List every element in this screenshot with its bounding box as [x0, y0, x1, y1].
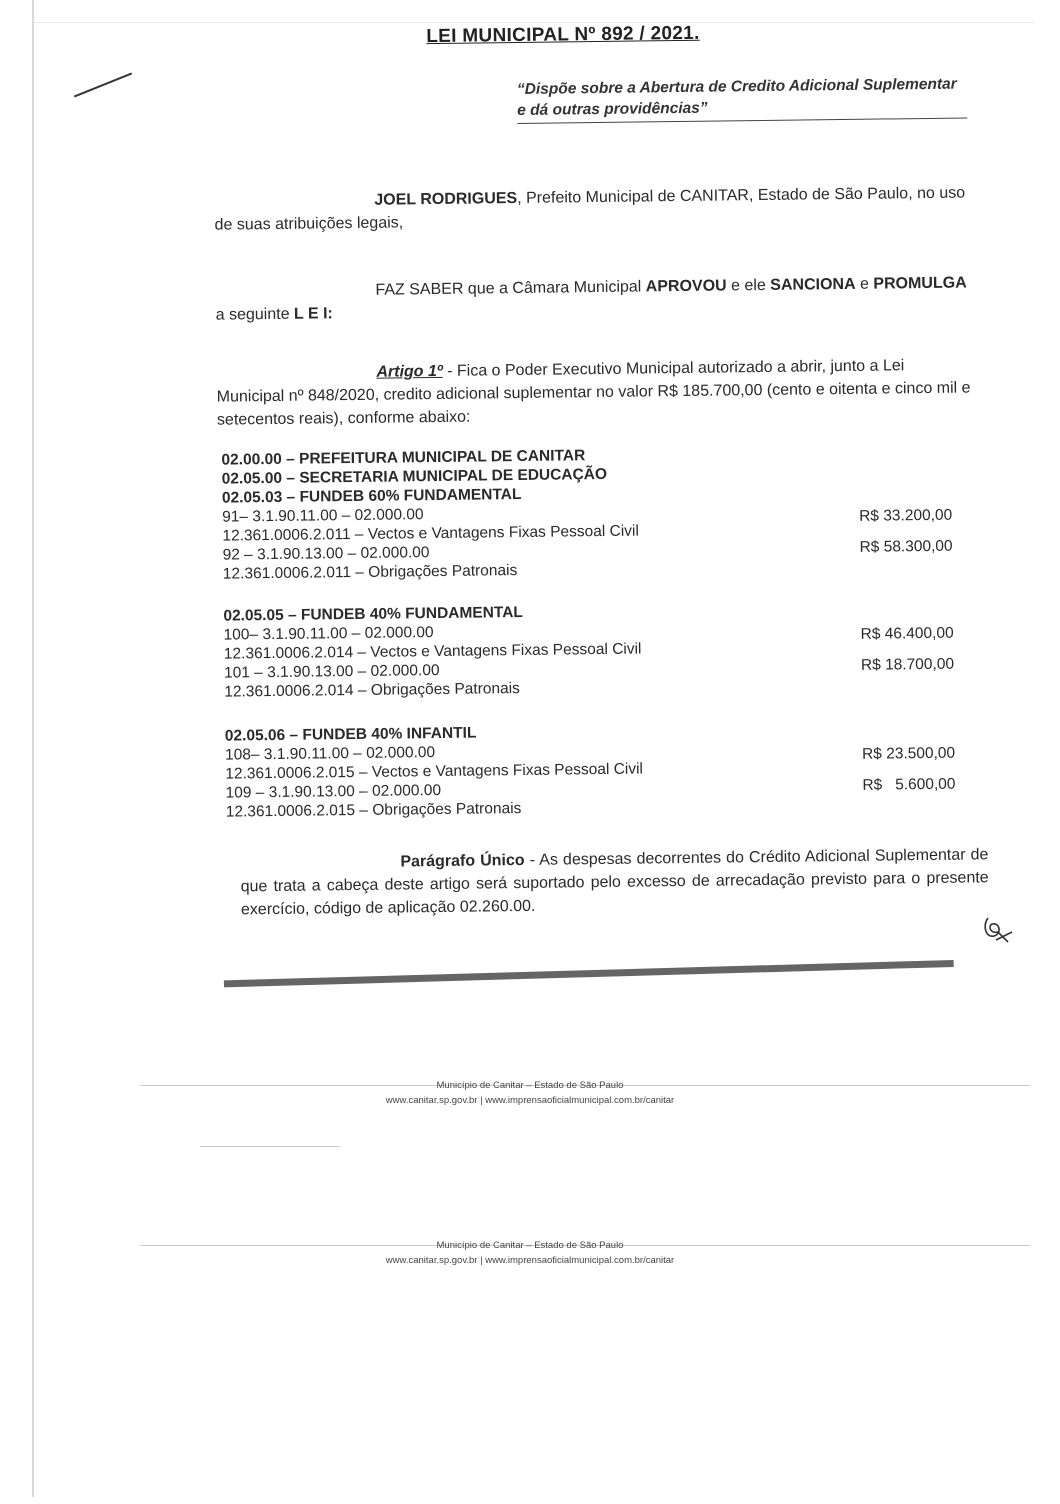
fund-heading: 02.05.03 – FUNDEB 60% FUNDAMENTAL [221, 485, 522, 507]
budget-amount: R$ 18.700,00 [860, 655, 955, 674]
enactment-text-1: FAZ SABER que a Câmara Municipal [375, 278, 646, 299]
paragrafo-unico-text: - As despesas decorrentes do Crédito Adicional Suplementar de que trata a cabeça deste artigo será suportado pelo excesso de arrecadação previsto para o presente exercício, código de aplicação 02.260.00. [240, 846, 989, 919]
budget-line-code: 108– 3.1.90.11.00 – 02.000.00 [224, 744, 436, 764]
budget-line-desc: 12.361.0006.2.014 – Obrigações Patronais [224, 679, 520, 701]
budget-line-desc: 12.361.0006.2.011 – Vectos e Vantagens Fixas Pessoal Civil [222, 522, 639, 545]
budget-line-code: 91– 3.1.90.11.00 – 02.000.00 [222, 506, 424, 526]
budget-line-desc: 12.361.0006.2.015 – Obrigações Patronais [225, 799, 522, 821]
enactment-sanctions: SANCIONA [770, 275, 856, 294]
enactment-promulgates: PROMULGA [873, 274, 967, 293]
budget-line-code: 92 – 3.1.90.13.00 – 02.000.00 [222, 544, 430, 564]
law-title: LEI MUNICIPAL Nº 892 / 2021. [426, 22, 700, 48]
handwritten-initials-signature-icon [980, 912, 1016, 948]
footer-1 [0, 1078, 1060, 1108]
budget-line-code: 109 – 3.1.90.13.00 – 02.000.00 [225, 781, 442, 802]
footer-2 [0, 1238, 1060, 1268]
budget-line-desc: 12.361.0006.2.011 – Obrigações Patronais [222, 562, 518, 583]
org-heading: 02.00.00 – PREFEITURA MUNICIPAL DE CANITAR [221, 447, 586, 469]
enactment-approved: APROVOU [645, 277, 727, 296]
budget-line-desc: 12.361.0006.2.015 – Vectos e Vantagens Fixas Pessoal Civil [225, 760, 644, 783]
footer-1-links: www.canitar.sp.gov.br | www.imprensaoficialmunicipal.com.br/canitar [385, 1095, 675, 1106]
budget-amount: R$ 46.400,00 [860, 624, 954, 643]
budget-amount: R$ 23.500,00 [861, 744, 956, 763]
budget-line-code: 100– 3.1.90.11.00 – 02.000.00 [223, 624, 434, 644]
mayor-name: JOEL RODRIGUES [374, 189, 518, 209]
article-1-paragraph [216, 353, 971, 431]
article-1-label: Artigo 1º [376, 362, 443, 381]
preamble-paragraph [214, 181, 969, 236]
budget-block-2 [223, 598, 964, 702]
enactment-text-3: e [855, 275, 874, 293]
closing-rule [224, 960, 954, 987]
law-ementa: “Dispõe sobre a Abertura de Credito Adicional Suplementar e dá outras providências” [517, 73, 968, 123]
enactment-lei: L E I: [293, 305, 333, 323]
budget-amount: R$ 33.200,00 [859, 506, 953, 525]
article-1-text: - Fica o Poder Executivo Municipal autorizado a abrir, junto a Lei Municipal nº 848/2020, credito adicional suplementar no valor R$ 185.700,00 (cento e oitenta e cinco mil e setecentos reais), conforme abaixo: [216, 357, 971, 429]
footer-rule-short [200, 1146, 340, 1147]
footer-1-municipality: Município de Canitar – Estado de São Paulo [436, 1080, 624, 1091]
budget-line-code: 101 – 3.1.90.13.00 – 02.000.00 [223, 661, 440, 682]
budget-amount: R$ 58.300,00 [859, 537, 953, 556]
budget-block-3 [225, 718, 966, 822]
enactment-text-2: e ele [726, 276, 771, 295]
budget-amount: R$ 5.600,00 [862, 775, 956, 794]
fund-heading: 02.05.05 – FUNDEB 40% FUNDAMENTAL [223, 603, 523, 625]
preamble-text: , Prefeito Municipal de CANITAR, Estado de São Paulo, no uso de suas atribuições legais, [214, 184, 966, 234]
footer-2-links: www.canitar.sp.gov.br | www.imprensaoficialmunicipal.com.br/canitar [385, 1255, 675, 1266]
enactment-paragraph [215, 271, 970, 326]
enactment-text-4: a seguinte [215, 305, 295, 324]
paragrafo-unico-label: Parágrafo Único [400, 851, 525, 871]
budget-line-desc: 12.361.0006.2.014 – Vectos e Vantagens Fixas Pessoal Civil [223, 640, 642, 663]
paragrafo-unico [240, 843, 989, 921]
footer-2-municipality: Município de Canitar – Estado de São Paulo [436, 1240, 624, 1251]
secretariat-heading: 02.05.00 – SECRETARIA MUNICIPAL DE EDUCAÇÃO [221, 465, 608, 488]
fund-heading: 02.05.06 – FUNDEB 40% INFANTIL [224, 724, 477, 745]
budget-block-1 [221, 442, 963, 584]
